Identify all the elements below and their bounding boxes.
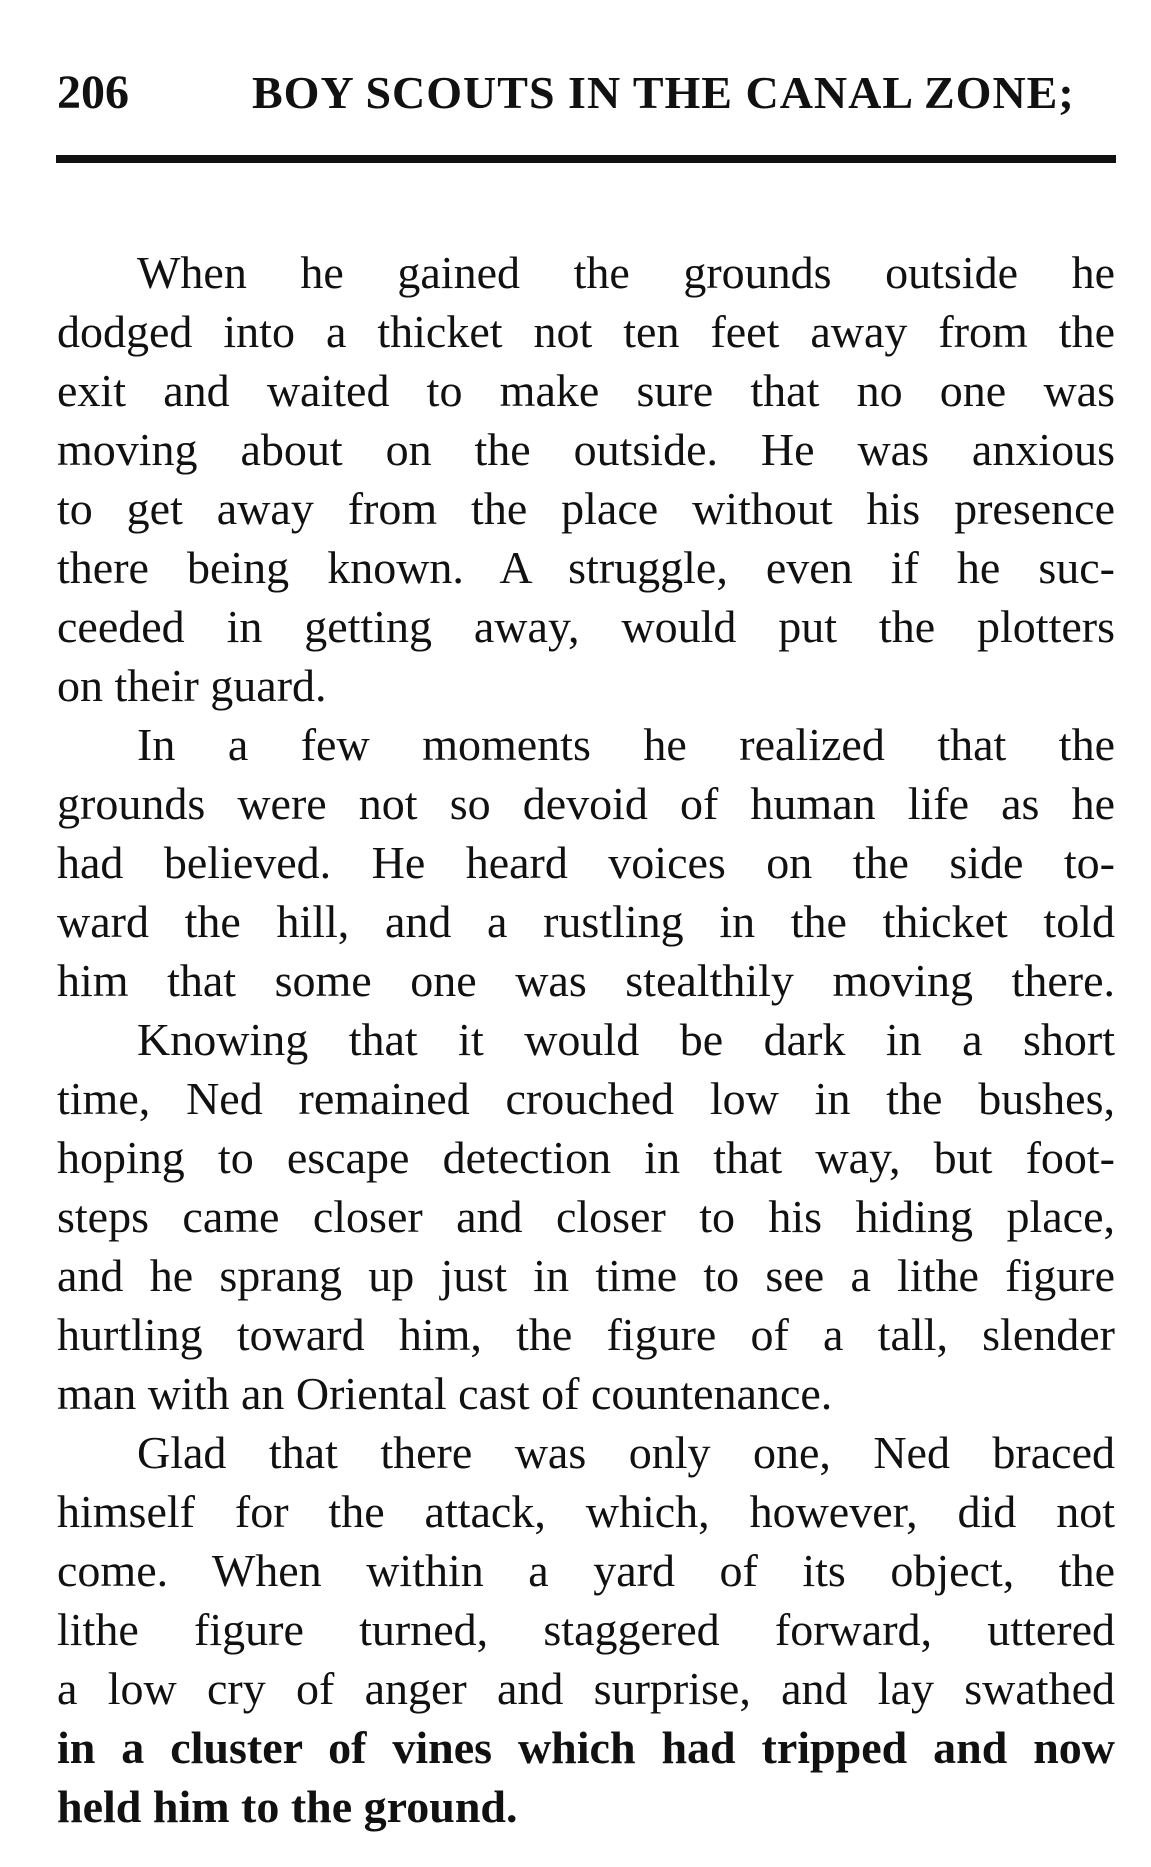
text-line: Knowing that it would be dark in a short: [137, 1014, 1115, 1065]
text-line: a low cry of anger and surprise, and lay swathed: [57, 1663, 1115, 1714]
text-line: exit and waited to make sure that no one was: [57, 365, 1115, 416]
page-header: [57, 58, 1115, 128]
text-line: Glad that there was only one, Ned braced: [137, 1427, 1115, 1478]
text-line: there being known. A struggle, even if he suc-: [57, 542, 1115, 593]
text-line: dodged into a thicket not ten feet away from the: [57, 306, 1115, 357]
paragraph-1: [57, 243, 1115, 715]
text-line: had believed. He heard voices on the side to-: [57, 837, 1115, 888]
text-line: him that some one was stealthily moving there.: [57, 955, 1115, 1006]
paragraph-4: [57, 1423, 1115, 1836]
text-line: In a few moments he realized that the: [137, 719, 1115, 770]
text-line: When he gained the grounds outside he: [137, 247, 1115, 298]
text-line: steps came closer and closer to his hiding place,: [57, 1191, 1115, 1242]
text-line: time, Ned remained crouched low in the bushes,: [57, 1073, 1115, 1124]
text-line: held him to the ground.: [57, 1781, 518, 1832]
text-line: hoping to escape detection in that way, but foot-: [57, 1132, 1115, 1183]
running-title: BOY SCOUTS IN THE CANAL ZONE;: [252, 67, 1075, 118]
text-line: on their guard.: [57, 660, 327, 711]
text-line: himself for the attack, which, however, did not: [57, 1486, 1115, 1537]
text-line: and he sprang up just in time to see a lithe figure: [57, 1250, 1115, 1301]
header-rule: [56, 155, 1116, 163]
text-line: lithe figure turned, staggered forward, uttered: [57, 1604, 1115, 1655]
text-line: moving about on the outside. He was anxious: [57, 424, 1115, 475]
text-line: man with an Oriental cast of countenance.: [57, 1368, 833, 1419]
body-text: [57, 243, 1115, 1836]
text-line: grounds were not so devoid of human life as he: [57, 778, 1115, 829]
text-line: hurtling toward him, the figure of a tall, slender: [57, 1309, 1115, 1360]
text-line: in a cluster of vines which had tripped and now: [57, 1722, 1115, 1773]
text-line: come. When within a yard of its object, the: [57, 1545, 1115, 1596]
text-line: to get away from the place without his presence: [57, 483, 1115, 534]
text-line: ceeded in getting away, would put the plotters: [57, 601, 1115, 652]
text-line: ward the hill, and a rustling in the thicket told: [57, 896, 1115, 947]
page-number: 206: [57, 66, 129, 119]
paragraph-2: [57, 715, 1115, 1010]
paragraph-3: [57, 1010, 1115, 1423]
